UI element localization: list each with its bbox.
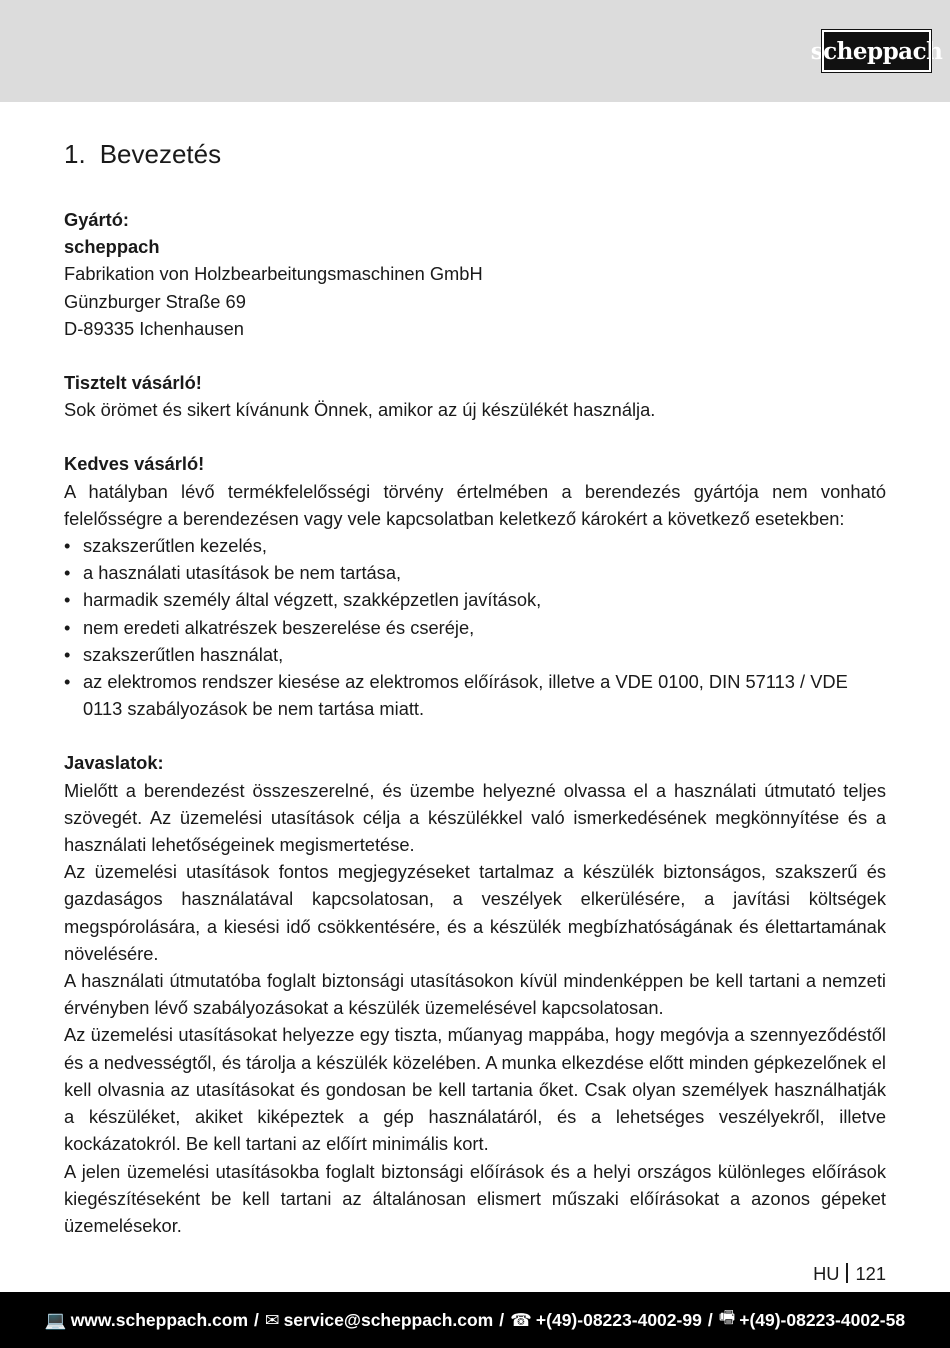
mail-icon: ✉ [264,1309,280,1330]
scheppach-logo: scheppach [822,30,931,72]
page-number [813,1260,886,1287]
recommendations-heading: Javaslatok: [64,752,164,774]
website-link[interactable]: www.scheppach.com [70,1309,249,1330]
page-number-value: 121 [855,1263,886,1284]
footer-separator: / [499,1309,505,1330]
manufacturer-line: Günzburger Straße 69 [64,290,246,312]
list-item: • szakszerűtlen használat, [64,641,886,668]
computer-icon: 💻 [44,1309,67,1330]
fax-number: +(49)-08223-4002-58 [739,1309,906,1330]
footer-contact-bar [0,1292,950,1348]
page-number-divider [846,1263,848,1283]
list-item: • az elektromos rendszer kiesése az elektromos előírások, illetve a VDE 0100, DIN 57113 / VDE 0113 szabályozások be nem tartása miatt. [64,668,886,722]
recommendations-block [64,749,886,1239]
phone-icon: ☎ [510,1309,532,1330]
list-item: • harmadik személy által végzett, szakképzetlen javítások, [64,586,886,613]
language-code: HU [813,1263,840,1284]
section-heading [64,136,886,172]
header-band [0,0,950,102]
manufacturer-name: scheppach [64,236,160,258]
greeting-block [64,369,886,423]
paragraph: A használati útmutatóba foglalt biztonsági utasításokon kívül mindenképpen be kell tartani a nemzeti érvényben lévő szabályozásokat a készülék üzemelésével kapcsolatosan. [64,970,886,1019]
liability-list [64,532,886,722]
email-link[interactable]: service@scheppach.com [283,1309,494,1330]
footer-separator: / [707,1309,713,1330]
section-number: 1. [64,139,86,169]
paragraph: Mielőtt a berendezést összeszerelné, és üzembe helyezné olvassa el a használati útmutató teljes szövegét. Az üzemelési utasítások célja a készülékkel való ismerkedésének megkönnyítése és a használati lehetőségeinek megismertetése. [64,779,886,856]
list-item: • a használati utasítások be nem tartása, [64,559,886,586]
liability-block [64,450,886,722]
paragraph: A jelen üzemelési utasításokba foglalt biztonsági előírások és a helyi országos különleges előírások kiegészítéseként be kell tartani az általánosan elismert műszaki előírásokat a azonos gépeket üzemelésekor. [64,1160,886,1236]
section-title: Bevezetés [99,139,222,169]
greeting-heading: Tisztelt vásárló! [64,372,202,394]
manufacturer-line: D-89335 Ichenhausen [64,317,244,339]
page-content [64,136,886,1239]
greeting-text: Sok örömet és sikert kívánunk Önnek, amikor az új készülékét használja. [64,399,656,421]
phone-number[interactable]: +(49)-08223-4002-99 [535,1309,702,1330]
paragraph: Az üzemelési utasítások fontos megjegyzéseket tartalmaz a készülék biztonságos, szakszerű és gazdaságos használatával kapcsolatosan, a veszélyek elkerülésére, a javítási költségek megspórolására, a kiesési idő csökkentésére, és a készülék megbízhatóságának és élettartamának növelésére. [64,861,886,964]
liability-intro: A hatályban lévő termékfelelősségi törvény értelmében a berendezés gyártója nem vonható felelősségre a berendezésen vagy vele kapcsolatban keletkező károkért a következő esetekben: [64,480,886,529]
list-item: • szakszerűtlen kezelés, [64,532,886,559]
list-item: • nem eredeti alkatrészek beszerelése és cseréje, [64,614,886,641]
liability-heading: Kedves vásárló! [64,453,205,475]
manufacturer-block [64,206,886,342]
manufacturer-line: Fabrikation von Holzbearbeitungsmaschinen GmbH [64,263,483,285]
footer-separator: / [254,1309,259,1330]
fax-icon: 🖷 [718,1307,736,1327]
paragraph: Az üzemelési utasításokat helyezze egy tiszta, műanyag mappába, hogy megóvja a szennyeződéstől és a nedvességtől, és tárolja a készülék közelében. A munka elkezdése előtt minden gépkezelőnek el kell olvasnia az utasításokat és gondosan be kell tartania őket. Csak olyan személyek használhatják a készüléket, akiket kiképeztek a gép használatáról, és a lehetséges veszélyekről, illetve kockázatokról. Be kell tartani az előírt minimális kort. [64,1024,886,1155]
manufacturer-label: Gyártó: [64,209,130,230]
